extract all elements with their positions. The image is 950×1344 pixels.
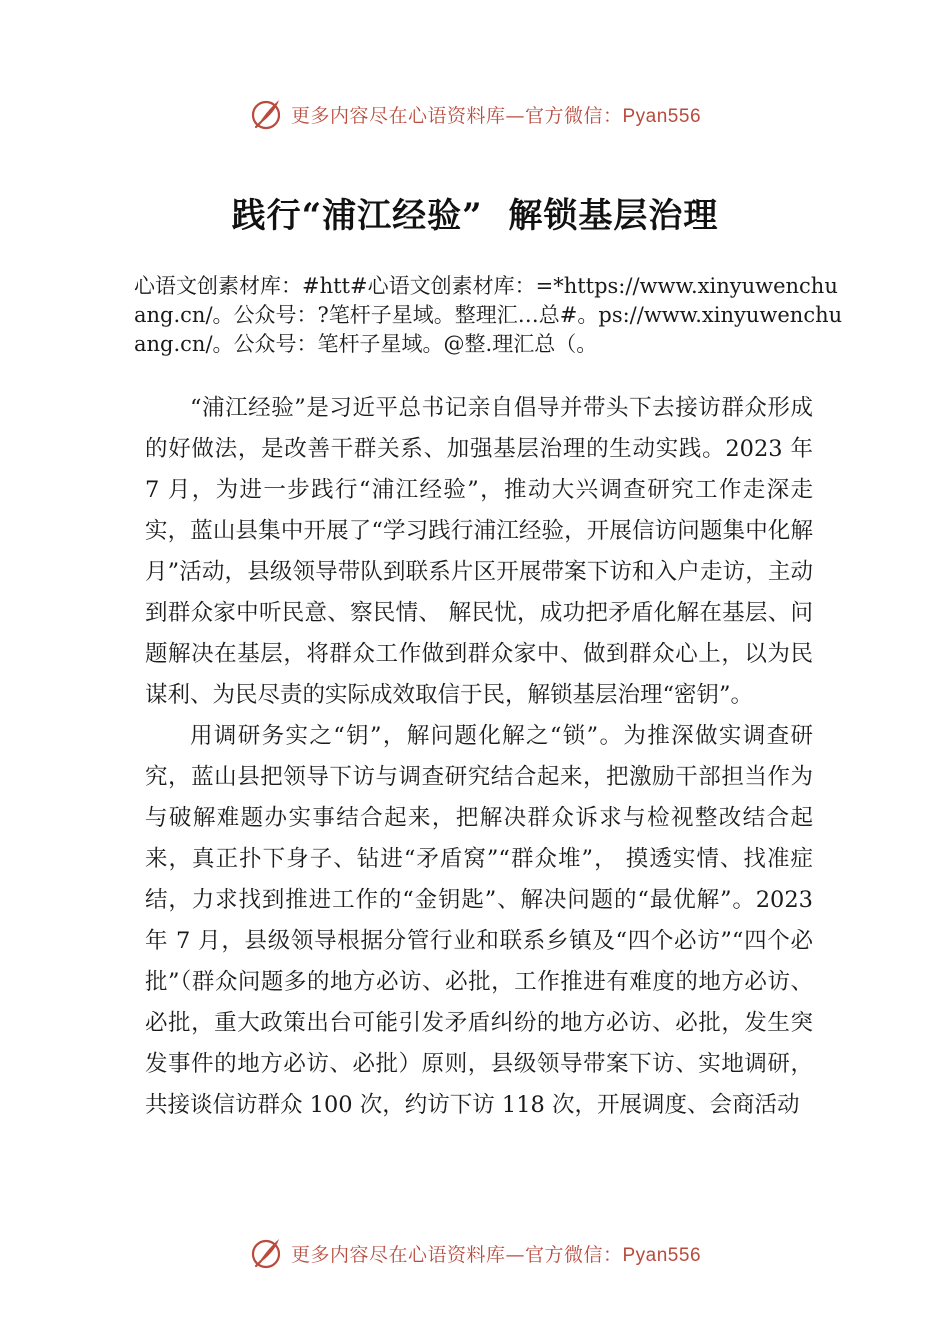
- bottom-banner: [0, 1233, 950, 1273]
- banner-text: [291, 101, 701, 128]
- paragraph-1: “浦江经验”是习近平总书记亲自倡导并带头下去接访群众形成的好做法，是改善干群关系、加强基层治理的生动实践。2023 年 7 月，为进一步践行“浦江经验”，推动大兴调查研究工作走深走实，蓝山县集中开展了“学习践行浦江经验，开展信访问题集中化解月”活动，县级领导带队到联系片区开展带案下访和入户走访，主动到群众家中听民意、察民情、 解民忧，成功把矛盾化解在基层、问题解决在基层，将群众工作做到群众家中、做到群众心上，以为民谋利、为民尽责的实际成效取信于民，解锁基层治理“密钥”。: [145, 395, 813, 708]
- banner-label: 更多内容尽在心语资料库—官方微信：: [290, 1243, 623, 1266]
- paragraph-2: 用调研务实之“钥”，解问题化解之“锁”。为推深做实调查研究，蓝山县把领导下访与调查研究结合起来，把激励干部担当作为与破解难题办实事结合起来，把解决群众诉求与检视整改结合起来，真正扑下身子、钻进“矛盾窝”“群众堆”， 摸透实情、找准症结，力求找到推进工作的“金钥匙”、解决问题的“最优解”。2023 年 7 月，县级领导根据分管行业和联系乡镇及“四个必访”“四个必批”（群众问题多的地方必访、必批，工作推进有难度的地方必访、必批，重大政策出台可能引发矛盾纠纷的地方必访、必批，发生突发事件的地方必访、必批）原则，县级领导带案下访、实地调研，共接谈信访群众 100 次，约访下访 118 次，开展调度、会商活动: [145, 723, 813, 1118]
- banner-text: [291, 1240, 701, 1267]
- wechat-id: Pyan556: [622, 1244, 702, 1266]
- document-body: [145, 388, 813, 1126]
- wechat-id: Pyan556: [622, 105, 702, 127]
- quill-pen-logo-icon: [249, 1236, 283, 1270]
- source-note: 心语文创素材库：#htt#心语文创素材库：=*https://www.xinyuwenchuang.cn/。公众号：?笔杆子星域。整理汇…总#。ps://www.xinyuwenchuang.cn/。公众号：笔杆子星域。@整.理汇总（。: [134, 274, 843, 356]
- quill-pen-logo-icon: [249, 97, 283, 131]
- document-title: 践行“浦江经验” 解锁基层治理: [231, 196, 719, 236]
- banner-label: 更多内容尽在心语资料库—官方微信：: [290, 104, 623, 127]
- top-banner: [0, 94, 950, 134]
